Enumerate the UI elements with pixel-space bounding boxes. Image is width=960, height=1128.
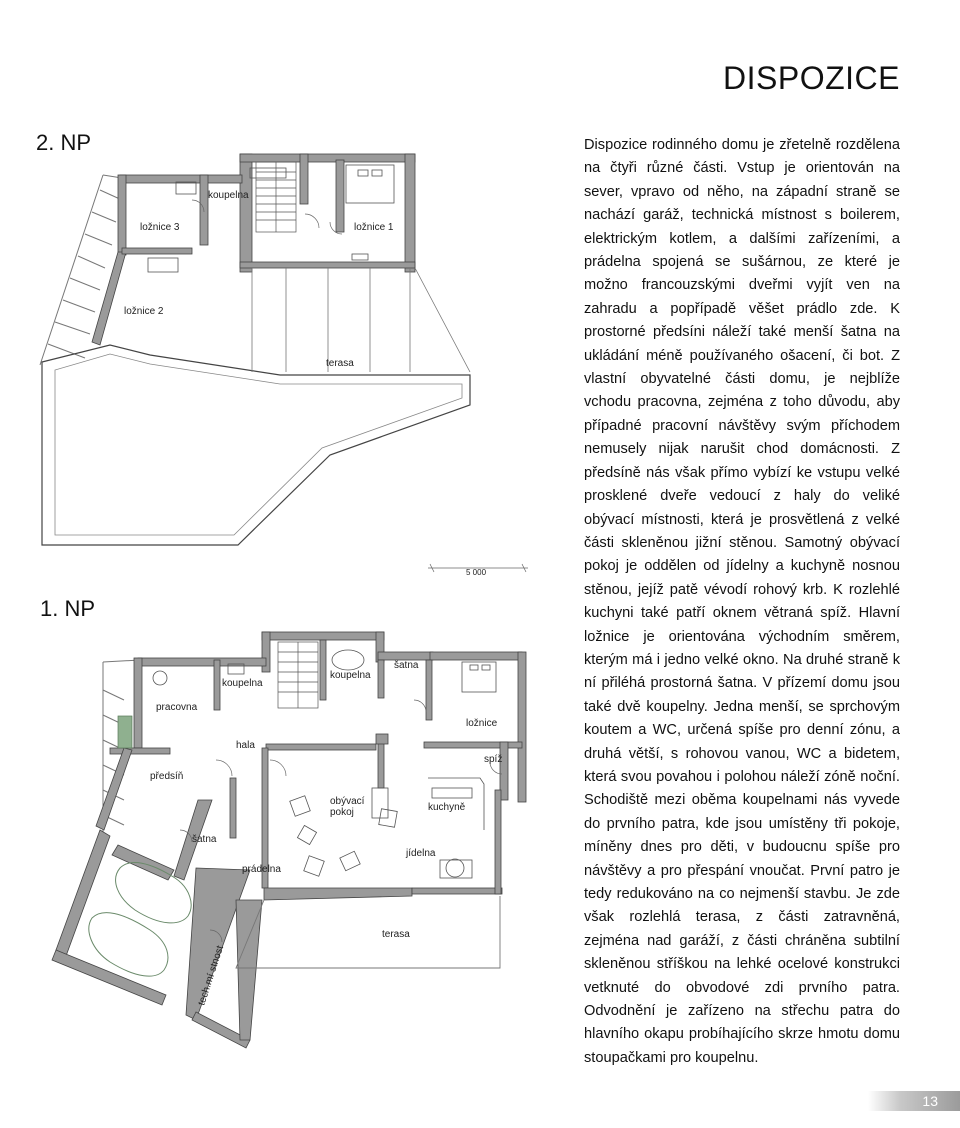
- dimension-label: 5 000: [466, 568, 487, 577]
- room-label-loznice: ložnice: [466, 718, 498, 729]
- room-label-koupelna-1: koupelna: [222, 678, 263, 689]
- upper-floor-plan: [40, 154, 528, 577]
- room-label-satna-1: šatna: [394, 660, 419, 671]
- room-label-obyvaci: obývací: [330, 796, 365, 807]
- room-label-jidelna: jídelna: [406, 848, 436, 859]
- room-label-predsin: předsíň: [150, 771, 184, 782]
- floor-label-ground: 1. NP: [40, 596, 96, 621]
- room-label-terasa-ground: terasa: [382, 929, 410, 940]
- room-label-loznice3: ložnice 3: [140, 222, 180, 233]
- ground-floor-plan: [52, 632, 526, 1048]
- room-label-koupelna-upper: koupelna: [208, 190, 249, 201]
- page-title: DISPOZICE: [723, 60, 900, 96]
- room-label-koupelna-2: koupelna: [330, 670, 371, 681]
- room-label-spiz: spíž: [484, 754, 503, 765]
- page-number-bar: [868, 1091, 960, 1111]
- room-label-loznice1: ložnice 1: [354, 222, 394, 233]
- description-text: Dispozice rodinného domu je zřetelně rozdělena na čtyři různé části. Vstup je orientován na sever, vpravo od něho, na západní straně se nachází garáž, technická místnost s boilerem, elektrickým kotlem, a dalšími zařízeními, a prádelna spojená se sušárnou, ze které je možno francouzskými dveřmi vyjít ven na zahradu a popřípadě věšet prádlo zde. K prostorné předsíni náleží také menší šatna na ukládání méně používaného ošacení, či bot. Z vlastní obyvatelné části domu, je nejblíže vchodu pracovna, zejména z toho důvodu, aby případné pracovní návštěvy svým příchodem nemusely nijak narušit chod domácnosti. Z předsíně nás však přímo vybízí ke vstupu velké prosklené dveře vedoucí z haly do veliké obývací místnosti, která je prosvětlená z velké části skleněnou jižní stěnou. Samotný obývací pokoj je oddělen od jídelny a kuchyně nosnou stěnou, jejíž patě vévodí rohový krb. K rozlehlé kuchyni také patří oknem větraná spíž. Hlavní ložnice je orientována východním směrem, kterým má i jedno velké okno. Na druhé straně k ní přiléhá prostorná šatna. V přízemí domu jsou také dvě koupelny. Jedna menší, se sprchovým koutem a WC, určená spíše pro denní zónu, a druhá větší, s rohovou vanou, WC a bidetem, která svou povahou i polohou náleží zóně noční. Schodiště mezi oběma koupelnami nás vyvede do prvního patra, kde jsou umístěny tři pokoje, míněny dnes pro děti, v budoucnu spíše pro návštěvy a pro přespání vnoučat. První patro je tedy redukováno na co nejmenší stavbu. Je zde však rozlehlá terasa, z části zatravněná, zejména nad garáží, z části chráněna subtilní skleněnou stříškou na lehké ocelové konstrukci vetknuté do obvodové zdi prvního patra. Odvodnění je zařízeno na střechu patra do hlavního okapu probíhajícího skrze hmotu domu stoupačkami pro koupelnu.: [584, 137, 900, 1066]
- page-number: 13: [922, 1093, 938, 1109]
- floor-label-upper: 2. NP: [36, 130, 92, 155]
- room-label-pradelna: prádelna: [242, 864, 281, 875]
- room-label-satna-2: šatna: [192, 834, 217, 845]
- room-label-terasa-upper: terasa: [326, 358, 354, 369]
- room-label-kuchyne: kuchyně: [428, 802, 466, 813]
- room-label-pracovna: pracovna: [156, 702, 198, 713]
- room-label-hala: hala: [236, 740, 255, 751]
- room-label-pokoj: pokoj: [330, 807, 354, 818]
- room-label-loznice2: ložnice 2: [124, 306, 164, 317]
- room-label-tech: tech.mí stnost: [196, 944, 227, 1007]
